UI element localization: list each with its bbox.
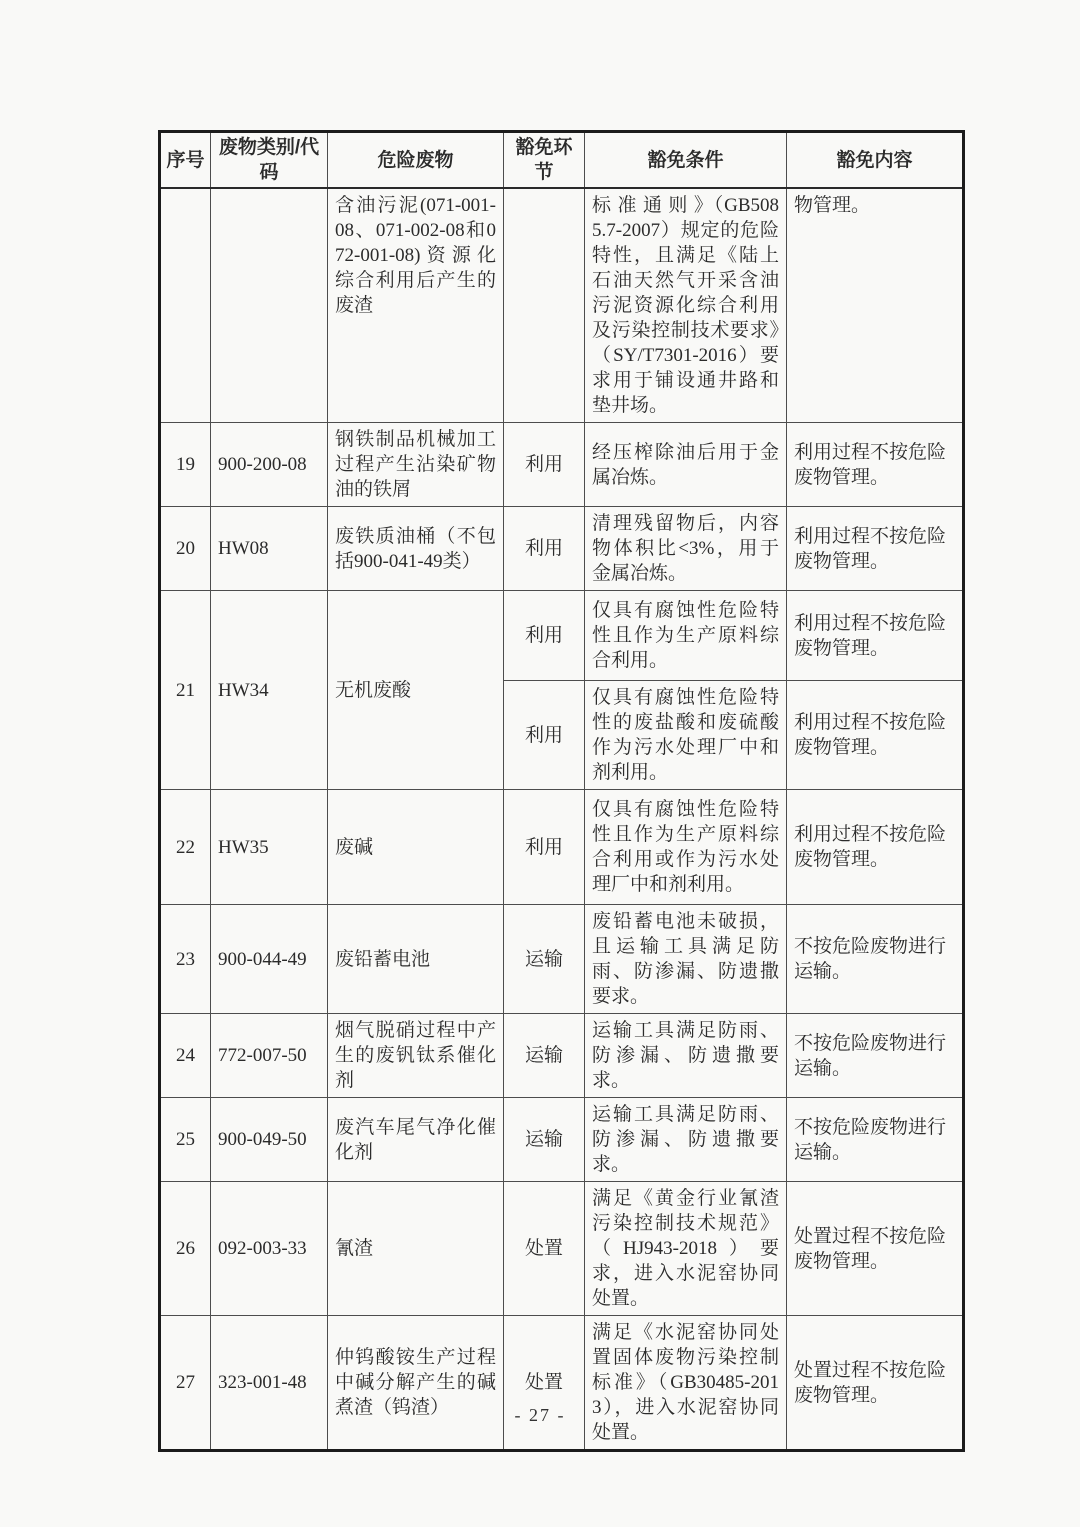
cell-seq: 26 — [160, 1182, 211, 1316]
cell-content: 利用过程不按危险废物管理。 — [787, 681, 964, 790]
table-row-21a — [160, 591, 964, 681]
table-row-27 — [160, 1316, 964, 1451]
cell-code: HW35 — [211, 790, 328, 905]
col-header-waste: 危险废物 — [328, 132, 504, 189]
cell-condition: 满足《水泥窑协同处置固体废物污染控制标准》（GB30485-2013），进入水泥窑协同处置。 — [585, 1316, 787, 1451]
cell-code: 772-007-50 — [211, 1014, 328, 1098]
cell-stage: 处置 — [504, 1316, 585, 1451]
col-header-content: 豁免内容 — [787, 132, 964, 189]
cell-code: 323-001-48 — [211, 1316, 328, 1451]
cell-content: 利用过程不按危险废物管理。 — [787, 507, 964, 591]
cell-code: 900-044-49 — [211, 905, 328, 1014]
table-row-26 — [160, 1182, 964, 1316]
cell-content: 利用过程不按危险废物管理。 — [787, 423, 964, 507]
cell-condition: 清理残留物后，内容物体积比<3%，用于金属冶炼。 — [585, 507, 787, 591]
cell-code: 900-049-50 — [211, 1098, 328, 1182]
cell-condition: 标 准 通 则 》（GB5085.7-2007）规定的危险特性，且满足《陆上石油天然气开采含油污泥资源化综合利用及污染控制技术要求》（SY/T7301-2016）要求用于铺设通井路和垫井场。 — [585, 188, 787, 423]
cell-seq: 20 — [160, 507, 211, 591]
cell-seq: 27 — [160, 1316, 211, 1451]
cell-stage: 利用 — [504, 681, 585, 790]
page-number: - 27 - — [514, 1405, 566, 1425]
col-header-condition: 豁免条件 — [585, 132, 787, 189]
cell-waste: 烟气脱硝过程中产生的废钒钛系催化剂 — [328, 1014, 504, 1098]
table-row-20 — [160, 507, 964, 591]
cell-condition: 废铅蓄电池未破损，且运输工具满足防雨、防渗漏、防遗撒要求。 — [585, 905, 787, 1014]
cell-content: 处置过程不按危险废物管理。 — [787, 1182, 964, 1316]
cell-stage: 利用 — [504, 423, 585, 507]
cell-code: 900-200-08 — [211, 423, 328, 507]
table-row-22 — [160, 790, 964, 905]
cell-content: 不按危险废物进行运输。 — [787, 1098, 964, 1182]
col-header-seq: 序号 — [160, 132, 211, 189]
cell-stage: 处置 — [504, 1182, 585, 1316]
cell-content: 不按危险废物进行运输。 — [787, 1014, 964, 1098]
header-row — [160, 132, 964, 189]
table-row-19 — [160, 423, 964, 507]
cell-seq: 24 — [160, 1014, 211, 1098]
cell-content: 处置过程不按危险废物管理。 — [787, 1316, 964, 1451]
cell-seq — [160, 188, 211, 423]
cell-stage — [504, 188, 585, 423]
table-row-25 — [160, 1098, 964, 1182]
cell-content: 不按危险废物进行运输。 — [787, 905, 964, 1014]
cell-condition: 仅具有腐蚀性危险特性且作为生产原料综合利用或作为污水处理厂中和剂利用。 — [585, 790, 787, 905]
cell-waste: 含油污泥(071-001-08、071-002-08和072-001-08)资源化综合利用后产生的废渣 — [328, 188, 504, 423]
cell-waste: 废碱 — [328, 790, 504, 905]
cell-seq: 21 — [160, 591, 211, 790]
cell-waste: 废汽车尾气净化催化剂 — [328, 1098, 504, 1182]
cell-condition: 仅具有腐蚀性危险特性且作为生产原料综合利用。 — [585, 591, 787, 681]
cell-code — [211, 188, 328, 423]
exemption-table — [158, 130, 965, 1452]
cell-waste: 废铅蓄电池 — [328, 905, 504, 1014]
cell-content: 物管理。 — [787, 188, 964, 423]
cell-waste: 氰渣 — [328, 1182, 504, 1316]
col-header-code: 废物类别/代码 — [211, 132, 328, 189]
cell-condition: 运输工具满足防雨、防渗漏、防遗撒要求。 — [585, 1098, 787, 1182]
cell-seq: 23 — [160, 905, 211, 1014]
cell-waste: 废铁质油桶（不包括900-041-49类） — [328, 507, 504, 591]
cell-content: 利用过程不按危险废物管理。 — [787, 591, 964, 681]
cell-stage: 运输 — [504, 905, 585, 1014]
cell-condition: 仅具有腐蚀性危险特性的废盐酸和废硫酸作为污水处理厂中和剂利用。 — [585, 681, 787, 790]
cell-code: HW34 — [211, 591, 328, 790]
table-row-18-continued — [160, 188, 964, 423]
cell-seq: 19 — [160, 423, 211, 507]
table-row-23 — [160, 905, 964, 1014]
col-header-stage: 豁免环节 — [504, 132, 585, 189]
cell-code: HW08 — [211, 507, 328, 591]
table-row-24 — [160, 1014, 964, 1098]
cell-condition: 满足《黄金行业氰渣污染控制技术规范》（HJ943-2018）要求，进入水泥窑协同处置。 — [585, 1182, 787, 1316]
cell-stage: 运输 — [504, 1014, 585, 1098]
cell-stage: 运输 — [504, 1098, 585, 1182]
cell-stage: 利用 — [504, 790, 585, 905]
cell-stage: 利用 — [504, 507, 585, 591]
cell-code: 092-003-33 — [211, 1182, 328, 1316]
cell-stage: 利用 — [504, 591, 585, 681]
cell-waste: 仲钨酸铵生产过程中碱分解产生的碱煮渣（钨渣） — [328, 1316, 504, 1451]
cell-content: 利用过程不按危险废物管理。 — [787, 790, 964, 905]
cell-waste: 钢铁制品机械加工过程产生沾染矿物油的铁屑 — [328, 423, 504, 507]
cell-condition: 运输工具满足防雨、防渗漏、防遗撒要求。 — [585, 1014, 787, 1098]
cell-condition: 经压榨除油后用于金属冶炼。 — [585, 423, 787, 507]
cell-seq: 22 — [160, 790, 211, 905]
cell-seq: 25 — [160, 1098, 211, 1182]
cell-waste: 无机废酸 — [328, 591, 504, 790]
